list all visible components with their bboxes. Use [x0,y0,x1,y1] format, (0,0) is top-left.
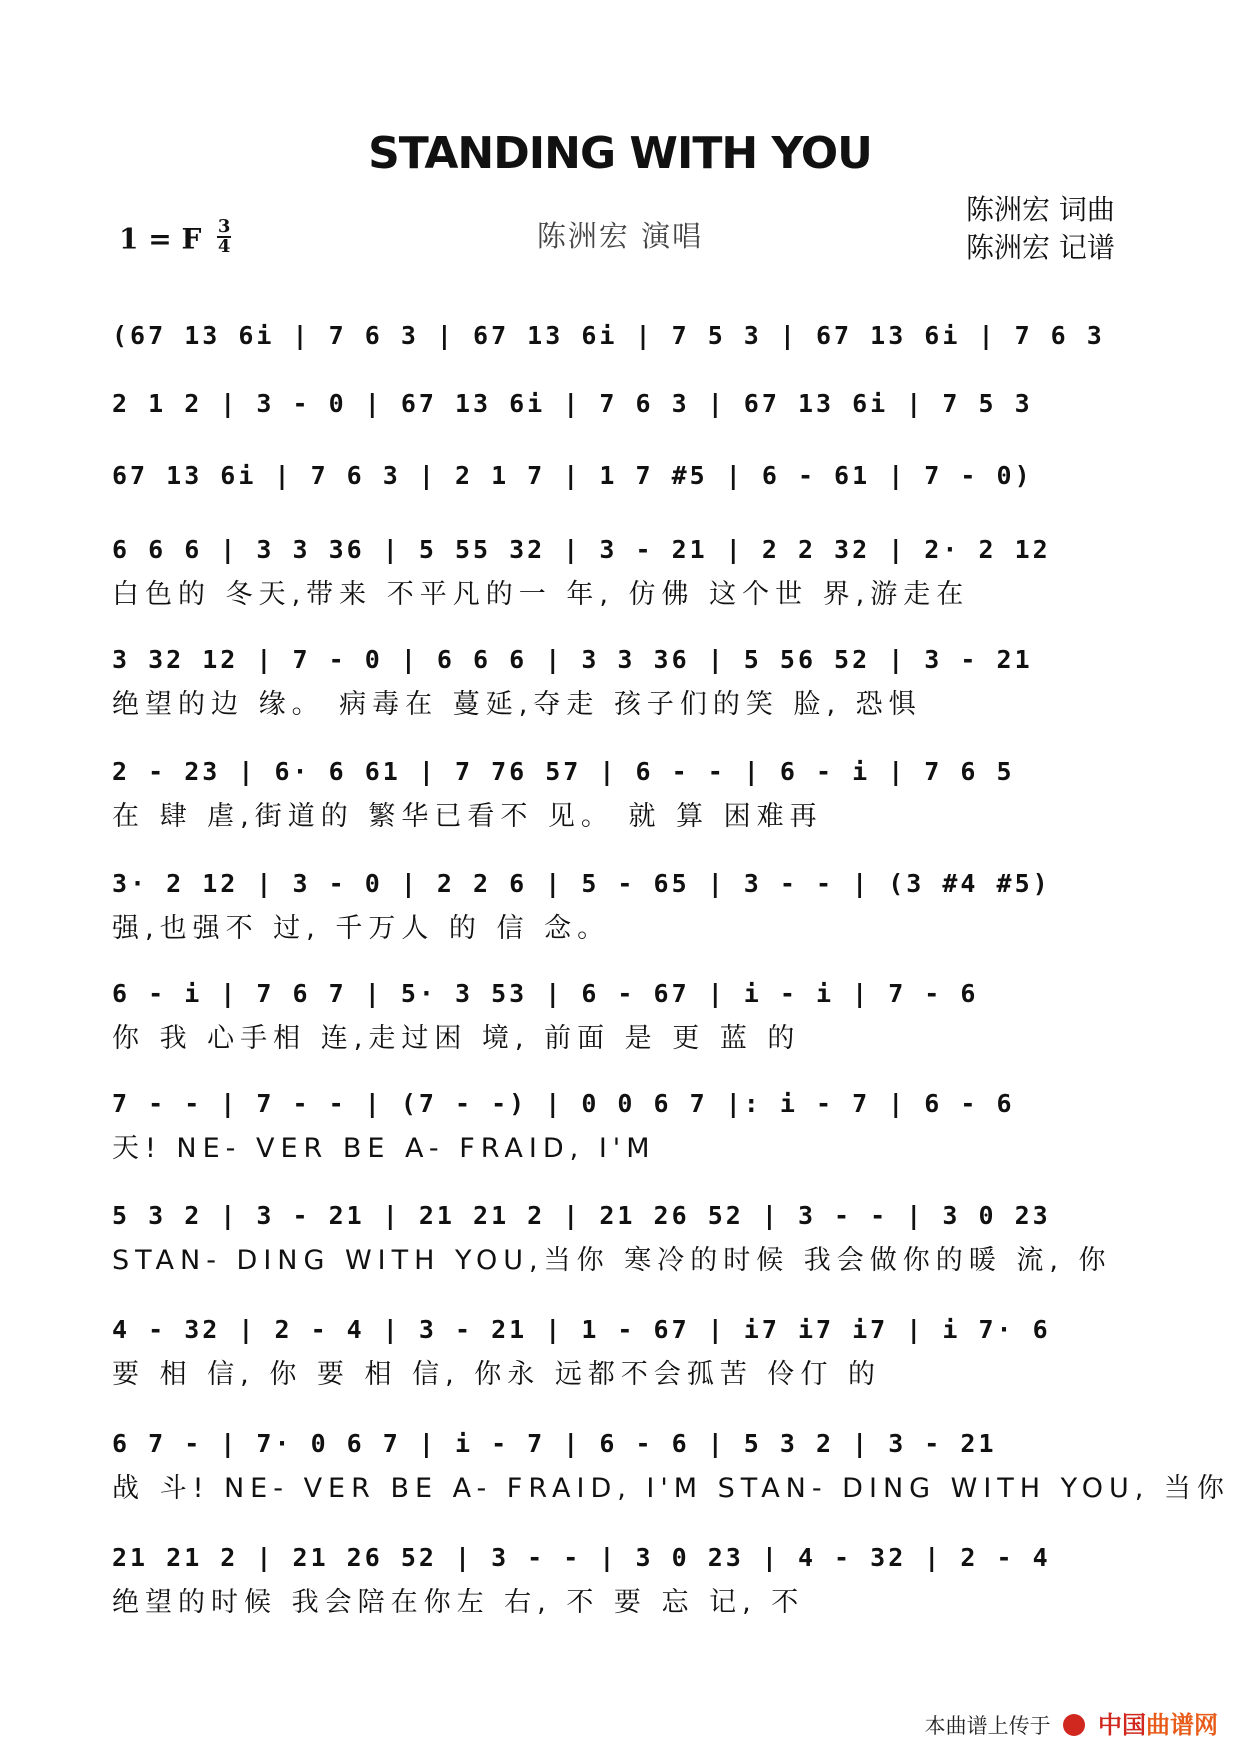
notation-row: 5 3 2 | 3 - 21 | 21 21 2 | 21 26 52 | 3 - - | 3 0 23 [112,1201,1051,1230]
notation-row: 6 7 - | 7· 0 6 7 | i - 7 | 6 - 6 | 5 3 2 | 3 - 21 [112,1429,997,1458]
notation-row: 3· 2 12 | 3 - 0 | 2 2 6 | 5 - 65 | 3 - - | (3 #4 #5) [112,869,1051,898]
lyric-row: 强,也强不 过, 千万人 的 信 念。 [112,913,611,944]
notation-row: 7 - - | 7 - - | (7 - -) | 0 0 6 7 |: i - 7 | 6 - 6 [112,1089,1015,1118]
notation-row: (67 13 6i | 7 6 3 | 67 13 6i | 7 5 3 | 67 13 6i | 7 6 3 [112,321,1105,350]
site-name-part-b: 曲谱网 [1146,1711,1218,1739]
footer-watermark [925,1705,1218,1740]
lyric-row: 战 斗! NE- VER BE A- FRAID, I'M STAN- DING WITH YOU, 当你 [112,1473,1230,1504]
notation-row: 6 - i | 7 6 7 | 5· 3 53 | 6 - 67 | i - i | 7 - 6 [112,979,979,1008]
notation-row: 2 1 2 | 3 - 0 | 67 13 6i | 7 6 3 | 67 13 6i | 7 5 3 [112,389,1033,418]
lyric-row: STAN- DING WITH YOU,当你 寒冷的时候 我会做你的暖 流, 你 [112,1245,1112,1276]
transcriber-credit: 陈洲宏 记谱 [966,231,1115,264]
composer-credit: 陈洲宏 词曲 [966,193,1115,226]
time-numerator: 3 [217,216,231,237]
key-label: 1 = F [119,222,202,256]
lyric-row: 要 相 信, 你 要 相 信, 你永 远都不会孤苦 伶仃 的 [112,1359,881,1390]
notation-row: 3 32 12 | 7 - 0 | 6 6 6 | 3 3 36 | 5 56 52 | 3 - 21 [112,645,1033,674]
lyric-row: 白色的 冬天,带来 不平凡的一 年, 仿佛 这个世 界,游走在 [112,579,970,610]
notation-row: 67 13 6i | 7 6 3 | 2 1 7 | 1 7 #5 | 6 - 61 | 7 - 0) [112,461,1033,490]
lyric-row: 在 肆 虐,街道的 繁华已看不 见。 就 算 困难再 [112,801,823,832]
page-title: STANDING WITH YOU [368,128,872,179]
lyric-row: 绝望的边 缘。 病毒在 蔓延,夺走 孩子们的笑 脸, 恐惧 [112,689,922,720]
singer-credit: 陈洲宏 演唱 [536,219,704,253]
notation-row: 21 21 2 | 21 26 52 | 3 - - | 3 0 23 | 4 - 32 | 2 - 4 [112,1543,1051,1572]
notation-row: 4 - 32 | 2 - 4 | 3 - 21 | 1 - 67 | i7 i7 i7 | i 7· 6 [112,1315,1051,1344]
site-name-part-a: 中国 [1098,1711,1146,1739]
uploaded-label: 本曲谱上传于 [924,1714,1051,1738]
time-denominator: 4 [217,236,231,257]
notation-row: 2 - 23 | 6· 6 61 | 7 76 57 | 6 - - | 6 - i | 7 6 5 [112,757,1015,786]
lyric-row: 绝望的时候 我会陪在你左 右, 不 要 忘 记, 不 [112,1587,805,1618]
lyric-row: 你 我 心手相 连,走过困 境, 前面 是 更 蓝 的 [112,1023,801,1054]
site-logo-icon [1063,1714,1085,1736]
lyric-row: 天! NE- VER BE A- FRAID, I'M [112,1133,656,1164]
site-name[interactable] [1098,1711,1218,1739]
notation-row: 6 6 6 | 3 3 36 | 5 55 32 | 3 - 21 | 2 2 32 | 2· 2 12 [112,535,1051,564]
